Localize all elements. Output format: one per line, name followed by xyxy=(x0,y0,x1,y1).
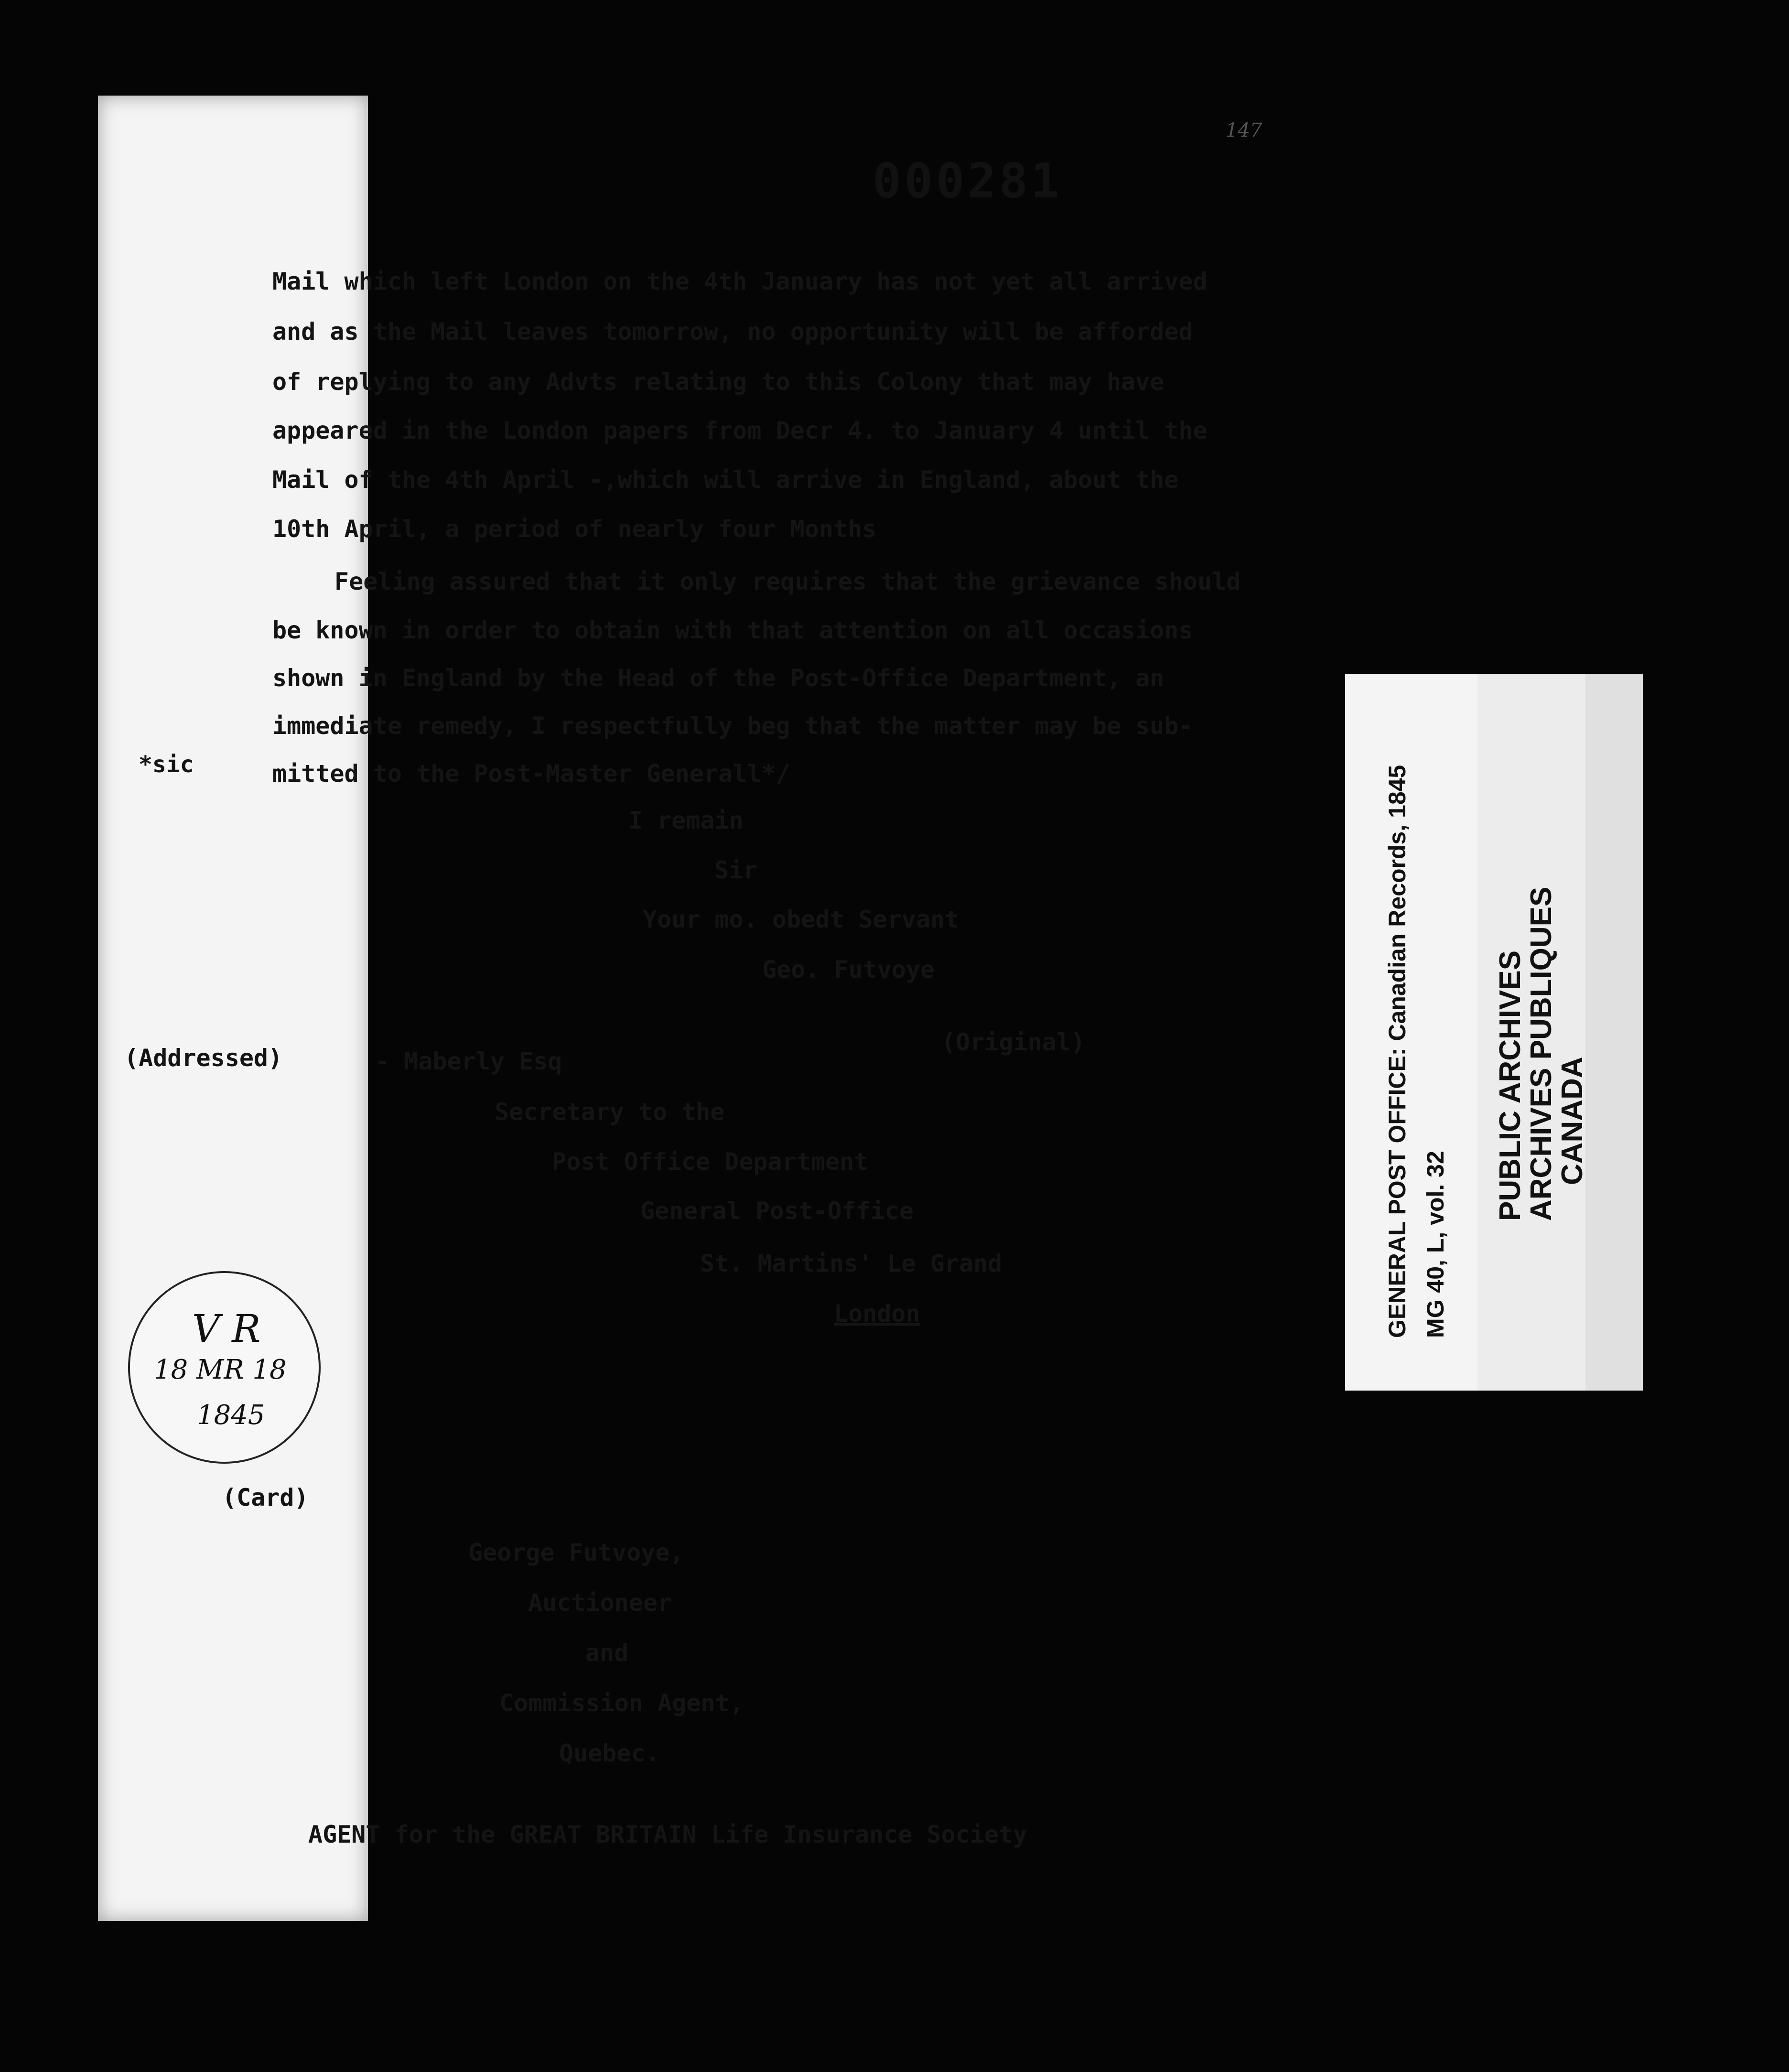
letter-line: shown in England by the Head of the Post-Office Department, an xyxy=(272,664,1164,692)
document-number: 000281 xyxy=(873,153,1063,209)
archive-label-strip xyxy=(1345,674,1481,1391)
card-line: Auctioneer xyxy=(528,1589,672,1617)
stamp-line: 1845 xyxy=(197,1400,265,1431)
letter-line: 10th April, a period of nearly four Months xyxy=(272,515,877,543)
addressed-note: (Addressed) xyxy=(124,1044,283,1072)
stamp-line: V R xyxy=(192,1306,261,1351)
stamp-line: 18 MR 18 xyxy=(154,1354,287,1385)
address-line: General Post-Office xyxy=(640,1197,914,1225)
closing-servant: Your mo. obedt Servant xyxy=(643,906,959,933)
letter-line: and as the Mail leaves tomorrow, no opportunity will be afforded xyxy=(272,318,1193,345)
letter-line: Mail of the 4th April -,which will arrive in England, about the xyxy=(272,466,1179,494)
letter-line: mitted to the Post-Master Generall*/ xyxy=(272,760,790,788)
address-line: Secretary to the xyxy=(495,1098,725,1126)
address-line: London xyxy=(834,1300,920,1327)
archive-name: PUBLIC ARCHIVES xyxy=(1494,950,1527,1221)
archive-name: ARCHIVES PUBLIQUES xyxy=(1525,886,1558,1221)
closing-remain: I remain xyxy=(628,807,744,834)
address-line: Post Office Department xyxy=(552,1148,869,1176)
margin-note: *sic xyxy=(139,751,194,778)
signature-name: Geo. Futvoye xyxy=(762,956,935,983)
postal-stamp xyxy=(128,1271,321,1464)
letter-line: appeared in the London papers from Decr 4. to January 4 until the xyxy=(272,417,1207,444)
card-footer: AGENT for the GREAT BRITAIN Life Insurance Society xyxy=(308,1821,1028,1848)
letter-line: be known in order to obtain with that attention on all occasions xyxy=(272,616,1193,644)
card-line: George Futvoye, xyxy=(468,1539,684,1566)
card-line: Commission Agent, xyxy=(499,1689,744,1717)
archive-label-strip xyxy=(1585,674,1643,1391)
letter-line: Feeling assured that it only requires that the grievance should xyxy=(334,568,1241,595)
closing-sir: Sir xyxy=(714,856,758,884)
folio-number: 147 xyxy=(1226,119,1262,141)
archive-reference: MG 40, L, vol. 32 xyxy=(1422,1151,1449,1338)
card-line: Quebec. xyxy=(559,1739,660,1767)
archive-reference: GENERAL POST OFFICE: Canadian Records, 1845 xyxy=(1384,765,1411,1338)
original-note: (Original) xyxy=(941,1028,1086,1056)
letter-line: of replying to any Advts relating to this Colony that may have xyxy=(272,368,1164,396)
address-line: - Maberly Esq xyxy=(375,1047,562,1075)
card-line: and xyxy=(585,1639,629,1667)
letter-line: Mail which left London on the 4th January has not yet all arrived xyxy=(272,268,1207,295)
archive-name: CANADA xyxy=(1556,1057,1589,1185)
card-note: (Card) xyxy=(222,1484,309,1511)
address-line: St. Martins' Le Grand xyxy=(700,1250,1002,1277)
letter-line: immediate remedy, I respectfully beg that the matter may be sub- xyxy=(272,712,1193,740)
